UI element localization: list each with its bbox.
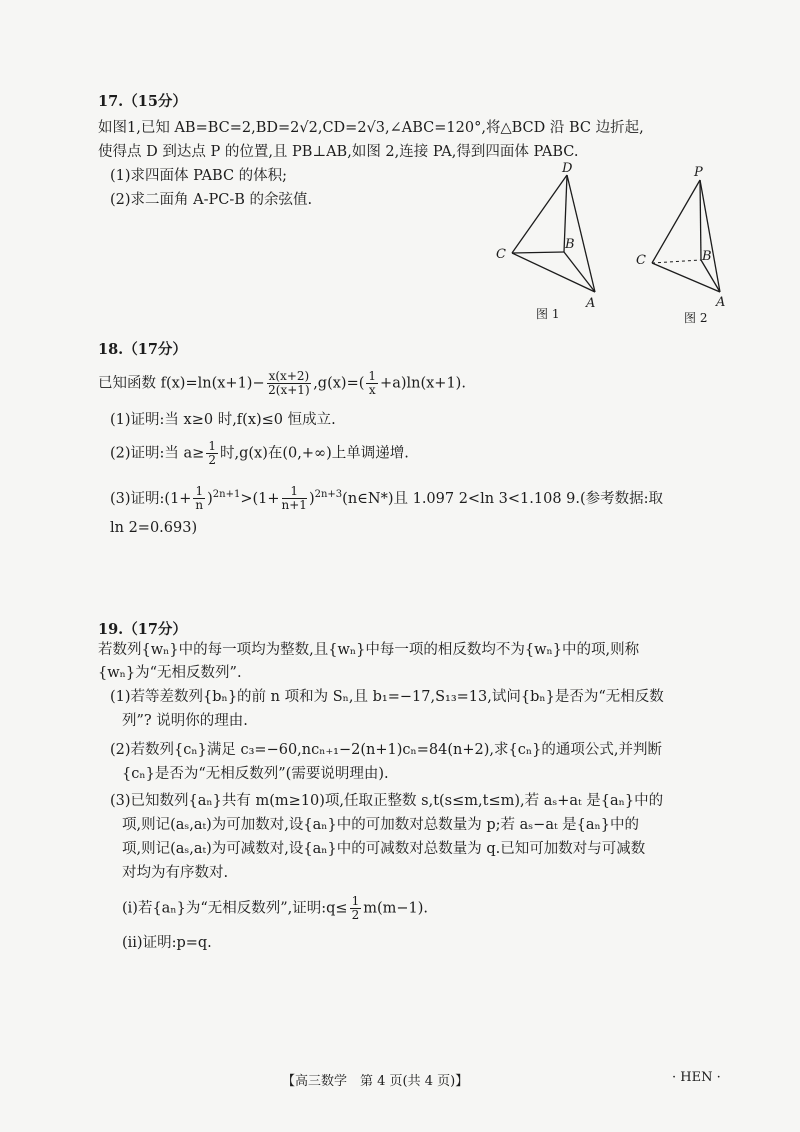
figure-2 [630,160,750,330]
q18-intro-a: 已知函数 f(x)=ln(x+1)− [98,375,265,392]
q18-p3-num1: 1 [195,484,204,499]
fig1-label-a: A [586,296,596,311]
q17-part-1: (1)求四面体 PABC 的体积; [110,168,288,184]
q18-intro-c: +a)ln(x+1). [380,375,466,392]
q18-frac1-den: 2(x+1) [268,383,310,397]
q17-line-2: 使得点 D 到达点 P 的位置,且 PB⊥AB,如图 2,连接 PA,得到四面体 PABC. [98,144,579,160]
q19-sub-1-b: m(m−1). [363,900,429,917]
q17-part-2: (2)求二面角 A-PC-B 的余弦值. [110,192,313,208]
q18-intro-b: ,g(x)=( [313,375,365,392]
q18-p3-d: ) [308,490,315,507]
fig2-label-a: A [716,295,726,310]
q19-line-2: {wₙ}为“无相反数列”. [98,665,242,681]
figure-1 [490,160,610,330]
q19-sub-1 [122,895,428,922]
fig1-caption: 图 1 [536,307,560,321]
q17-header: 17.（15分） [98,93,187,110]
q18-part-2-fraction [206,440,218,467]
q19-part-3-line-2: 项,则记(aₛ,aₜ)为可加数对,设{aₙ}中的可加数对总数量为 p;若 aₛ−aₜ 是{aₙ}中的 [122,817,640,833]
q18-fraction-1 [267,370,312,397]
q19-part-1-cont: 列”? 说明你的理由. [122,713,248,729]
q19-part-3-line-4: 对均为有序数对. [122,865,229,881]
fig1-label-d: D [562,161,573,176]
q18-header: 18.（17分） [98,341,187,358]
q18-p3-den2: n+1 [281,498,307,513]
q18-p3-c: >(1+ [240,490,280,507]
q18-intro [98,370,466,397]
q18-p3-fraction-1 [193,485,205,512]
q19-line-1: 若数列{wₙ}中的每一项均为整数,且{wₙ}中每一项的相反数均不为{wₙ}中的项,则称 [98,642,640,658]
q18-frac2-num: 1 [368,369,377,383]
q18-part-2-a: (2)证明:当 a≥ [110,445,205,462]
q19-sub-2: (ⅱ)证明:p=q. [122,935,212,951]
q18-part-2-b: 时,g(x)在(0,+∞)上单调递增. [219,445,409,462]
q18-p3-num2: 1 [282,485,307,499]
q19-sub-1-fraction [350,895,362,922]
q19-part-2-cont: {cₙ}是否为“无相反数列”(需要说明理由). [122,766,389,782]
fig2-label-p: P [694,165,703,180]
q18-part-2 [110,440,409,467]
q19-header: 19.（17分） [98,621,187,638]
q18-p3-fraction-2 [282,485,307,512]
fig2-label-b: B [702,249,712,264]
q19-sub-1-a: (ⅰ)若{aₙ}为“无相反数列”,证明:q≤ [122,900,348,917]
page-footer: 【高三数学 第 4 页(共 4 页)】 [282,1074,469,1089]
q18-p3-exp1: 2n+1 [212,489,241,500]
fig2-caption: 图 2 [684,311,708,325]
q18-p2-num: 1 [208,439,216,453]
fig2-label-c: C [636,253,646,268]
fig1-label-c: C [496,247,506,262]
footer-code: · HEN · [672,1070,721,1085]
q19-part-1: (1)若等差数列{bₙ}的前 n 项和为 Sₙ,且 b₁=−17,S₁₃=13,试问{bₙ}是否为“无相反数 [110,689,664,705]
q19-part-3: (3)已知数列{aₙ}共有 m(m≥10)项,任取正整数 s,t(s≤m,t≤m),若 aₛ+aₜ 是{aₙ}中的 [110,793,664,809]
q17-line-1: 如图1,已知 AB=BC=2,BD=2√2,CD=2√3,∠ABC=120°,将△BCD 沿 BC 边折起, [98,120,644,136]
q19-sub1-den: 2 [351,908,360,922]
q19-part-2: (2)若数列{cₙ}满足 c₃=−60,ncₙ₊₁−2(n+1)cₙ=84(n+2),求{cₙ}的通项公式,并判断 [110,742,662,758]
q18-p2-den: 2 [208,453,216,467]
q18-p3-den1: n [195,498,204,513]
q18-frac1-num: x(x+2) [268,369,310,383]
q18-part-3 [110,485,663,512]
q19-part-3-line-3: 项,则记(aₛ,aₜ)为可减数对,设{aₙ}中的可减数对总数量为 q.已知可加数对与可减数 [122,841,646,857]
q19-sub1-num: 1 [351,894,360,908]
q18-frac2-den: x [368,383,376,397]
fig1-label-b: B [565,237,575,252]
q18-fraction-2 [366,370,378,397]
q18-p3-e: (n∈N*)且 1.097 2<ln 3<1.108 9.(参考数据:取 [342,490,664,507]
q18-p3-b: ) [207,490,213,507]
q18-part-3-ref: ln 2=0.693) [110,520,198,536]
q18-p3-exp2: 2n+3 [314,489,343,500]
q18-p3-a: (3)证明:(1+ [110,490,192,507]
q18-part-1: (1)证明:当 x≥0 时,f(x)≤0 恒成立. [110,412,336,428]
